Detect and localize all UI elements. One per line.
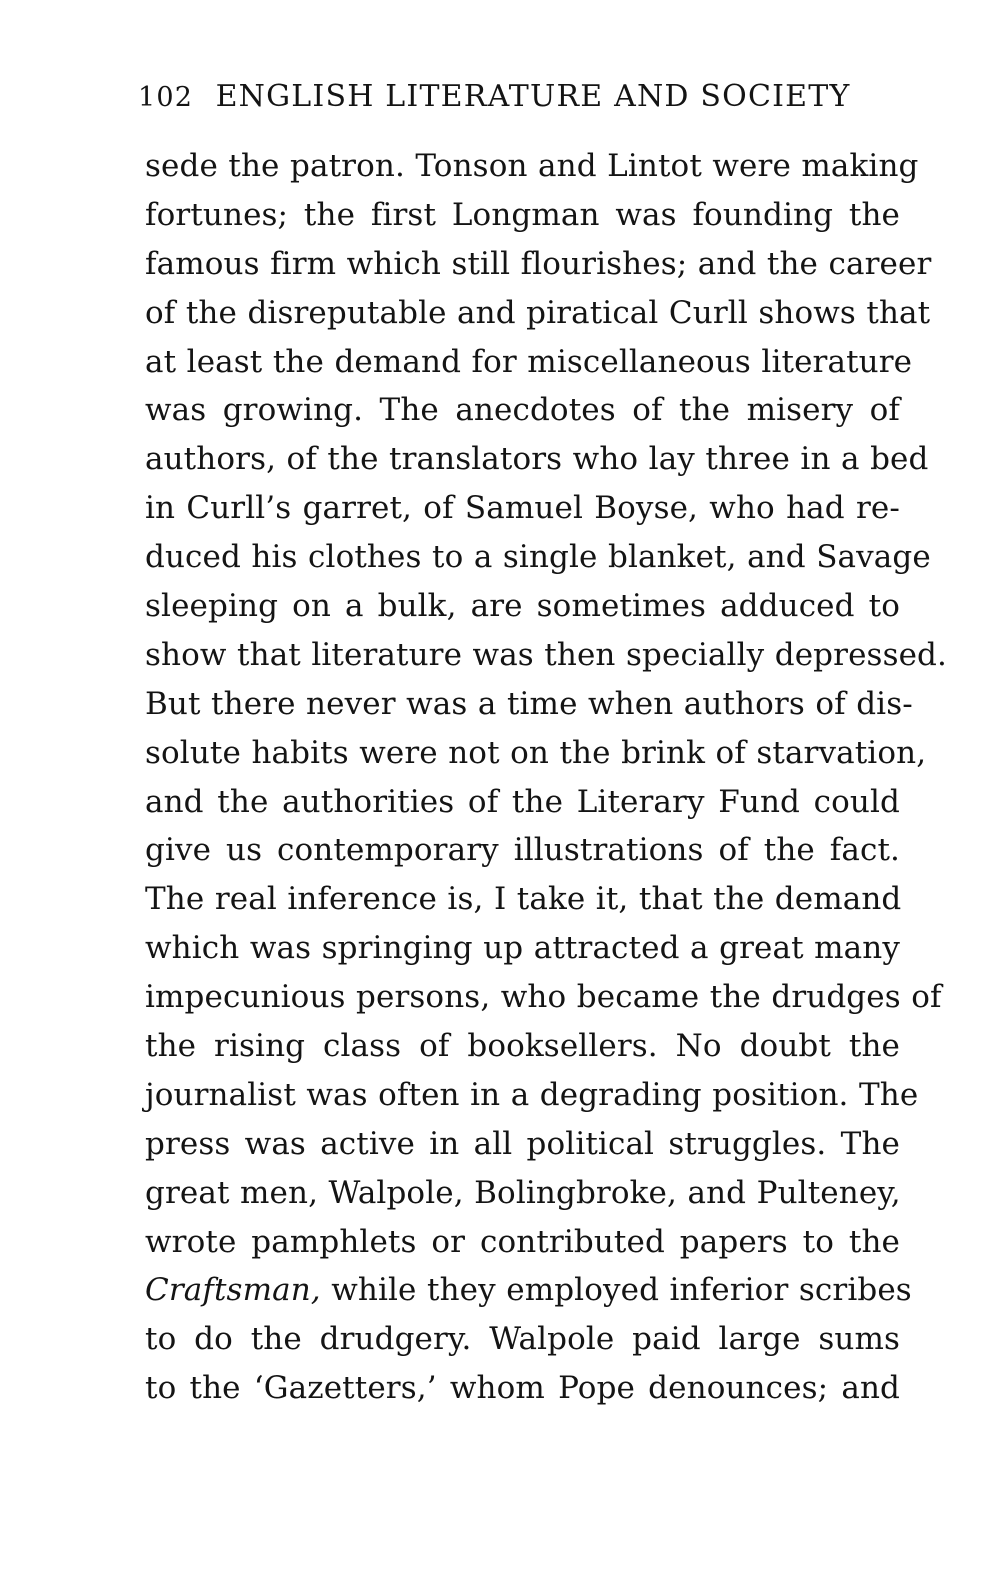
text-line: give us contemporary illustrations of the fact. xyxy=(145,832,900,869)
text-line: great men, Walpole, Bolingbroke, and Pulteney, xyxy=(145,1174,901,1211)
running-title: ENGLISH LITERATURE AND SOCIETY xyxy=(215,79,851,114)
text-line xyxy=(145,1266,912,1315)
text-line: of the disreputable and piratical Curll shows that xyxy=(145,294,931,331)
text-line: sede the patron. Tonson and Lintot were making xyxy=(145,148,919,184)
text-line: to do the drudgery. Walpole paid large sums xyxy=(145,1321,900,1358)
text-line: famous firm which still flourishes; and the career xyxy=(145,245,932,282)
text-line: impecunious persons, who became the drudges of xyxy=(145,979,942,1016)
text-line: solute habits were not on the brink of starvation, xyxy=(145,734,927,771)
text-line: journalist was often in a degrading position. The xyxy=(145,1076,919,1113)
text-line: But there never was a time when authors of dis- xyxy=(145,685,913,722)
italic-title: Craftsman, xyxy=(145,1272,321,1309)
text-line: show that literature was then specially depressed. xyxy=(145,636,947,673)
text-span: while they employed inferior scribes xyxy=(320,1272,912,1309)
text-line: to the ‘Gazetters,’ whom Pope denounces; and xyxy=(145,1370,900,1407)
text-line: sleeping on a bulk, are sometimes adduced to xyxy=(145,588,900,625)
text-line: and the authorities of the Literary Fund could xyxy=(145,783,900,820)
text-line: The real inference is, I take it, that the demand xyxy=(145,881,902,918)
text-line: authors, of the translators who lay three in a bed xyxy=(145,441,929,478)
text-line: press was active in all political struggles. The xyxy=(145,1125,900,1162)
text-line: which was springing up attracted a great many xyxy=(145,930,900,967)
text-line: at least the demand for miscellaneous literature xyxy=(145,343,913,380)
page-header xyxy=(138,76,898,116)
text-line: the rising class of booksellers. No doubt the xyxy=(145,1028,900,1065)
text-line: duced his clothes to a single blanket, and Savage xyxy=(145,539,931,576)
body-text xyxy=(145,142,947,1413)
text-line: in Curll’s garret, of Samuel Boyse, who had re- xyxy=(145,490,900,527)
page-number: 102 xyxy=(138,82,194,113)
text-line: was growing. The anecdotes of the misery of xyxy=(145,392,900,429)
text-line: wrote pamphlets or contributed papers to the xyxy=(145,1223,900,1260)
text-line: fortunes; the first Longman was founding the xyxy=(145,196,900,233)
